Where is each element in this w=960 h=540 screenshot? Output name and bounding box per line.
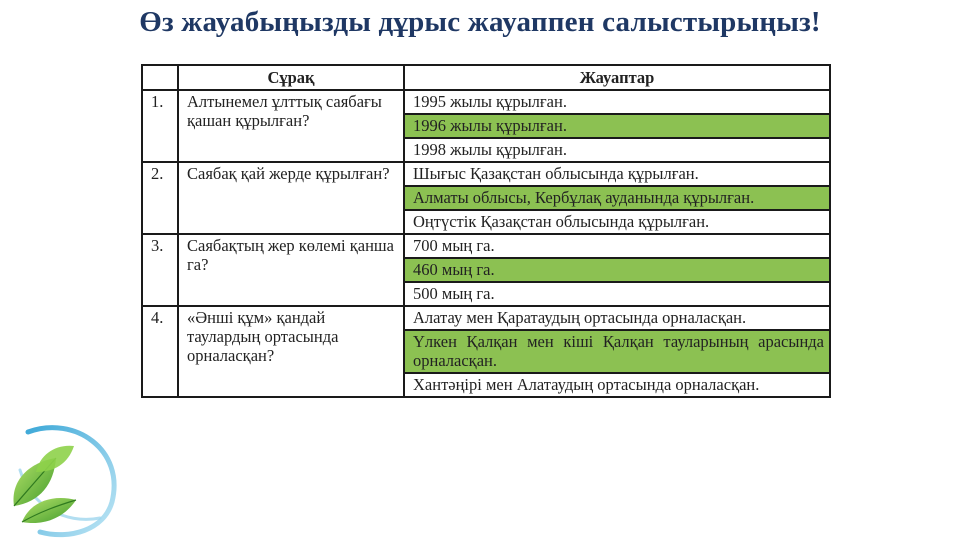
answer-option: Алатау мен Қаратаудың ортасында орналасқан. [404,306,830,330]
question-number: 2. [142,162,178,234]
header-num [142,65,178,90]
question-text: Саябақ қай жерде құрылған? [178,162,404,234]
page-title: Өз жауабыңызды дұрыс жауаппен салыстырыңыз! [139,6,821,38]
table-row [142,234,830,258]
table-row [142,306,830,330]
leaf-swirl-decoration-icon [0,410,130,540]
question-number: 3. [142,234,178,306]
header-answers: Жауаптар [404,65,830,90]
answer-option-correct: Үлкен Қалқан мен кіші Қалқан тауларының арасында орналасқан. [404,330,830,373]
answer-option-correct: 460 мың га. [404,258,830,282]
answer-option: 1995 жылы құрылған. [404,90,830,114]
question-number: 4. [142,306,178,397]
table-row [142,90,830,114]
header-question: Сұрақ [178,65,404,90]
answer-option: Хантәңірі мен Алатаудың ортасында орналасқан. [404,373,830,397]
answer-option: Оңтүстік Қазақстан облысында құрылған. [404,210,830,234]
answer-option: 1998 жылы құрылған. [404,138,830,162]
question-text: Алтынемел ұлттық саябағы қашан құрылған? [178,90,404,162]
question-number: 1. [142,90,178,162]
table-header-row [142,65,830,90]
question-text: «Әнші құм» қандай таулардың ортасында орналасқан? [178,306,404,397]
question-text: Саябақтың жер көлемі қанша га? [178,234,404,306]
answer-option: 500 мың га. [404,282,830,306]
answer-option: Шығыс Қазақстан облысында құрылған. [404,162,830,186]
answer-option-correct: 1996 жылы құрылған. [404,114,830,138]
answer-option-correct: Алматы облысы, Кербұлақ ауданында құрылған. [404,186,830,210]
answer-option: 700 мың га. [404,234,830,258]
answers-table [141,64,831,398]
table-row [142,162,830,186]
